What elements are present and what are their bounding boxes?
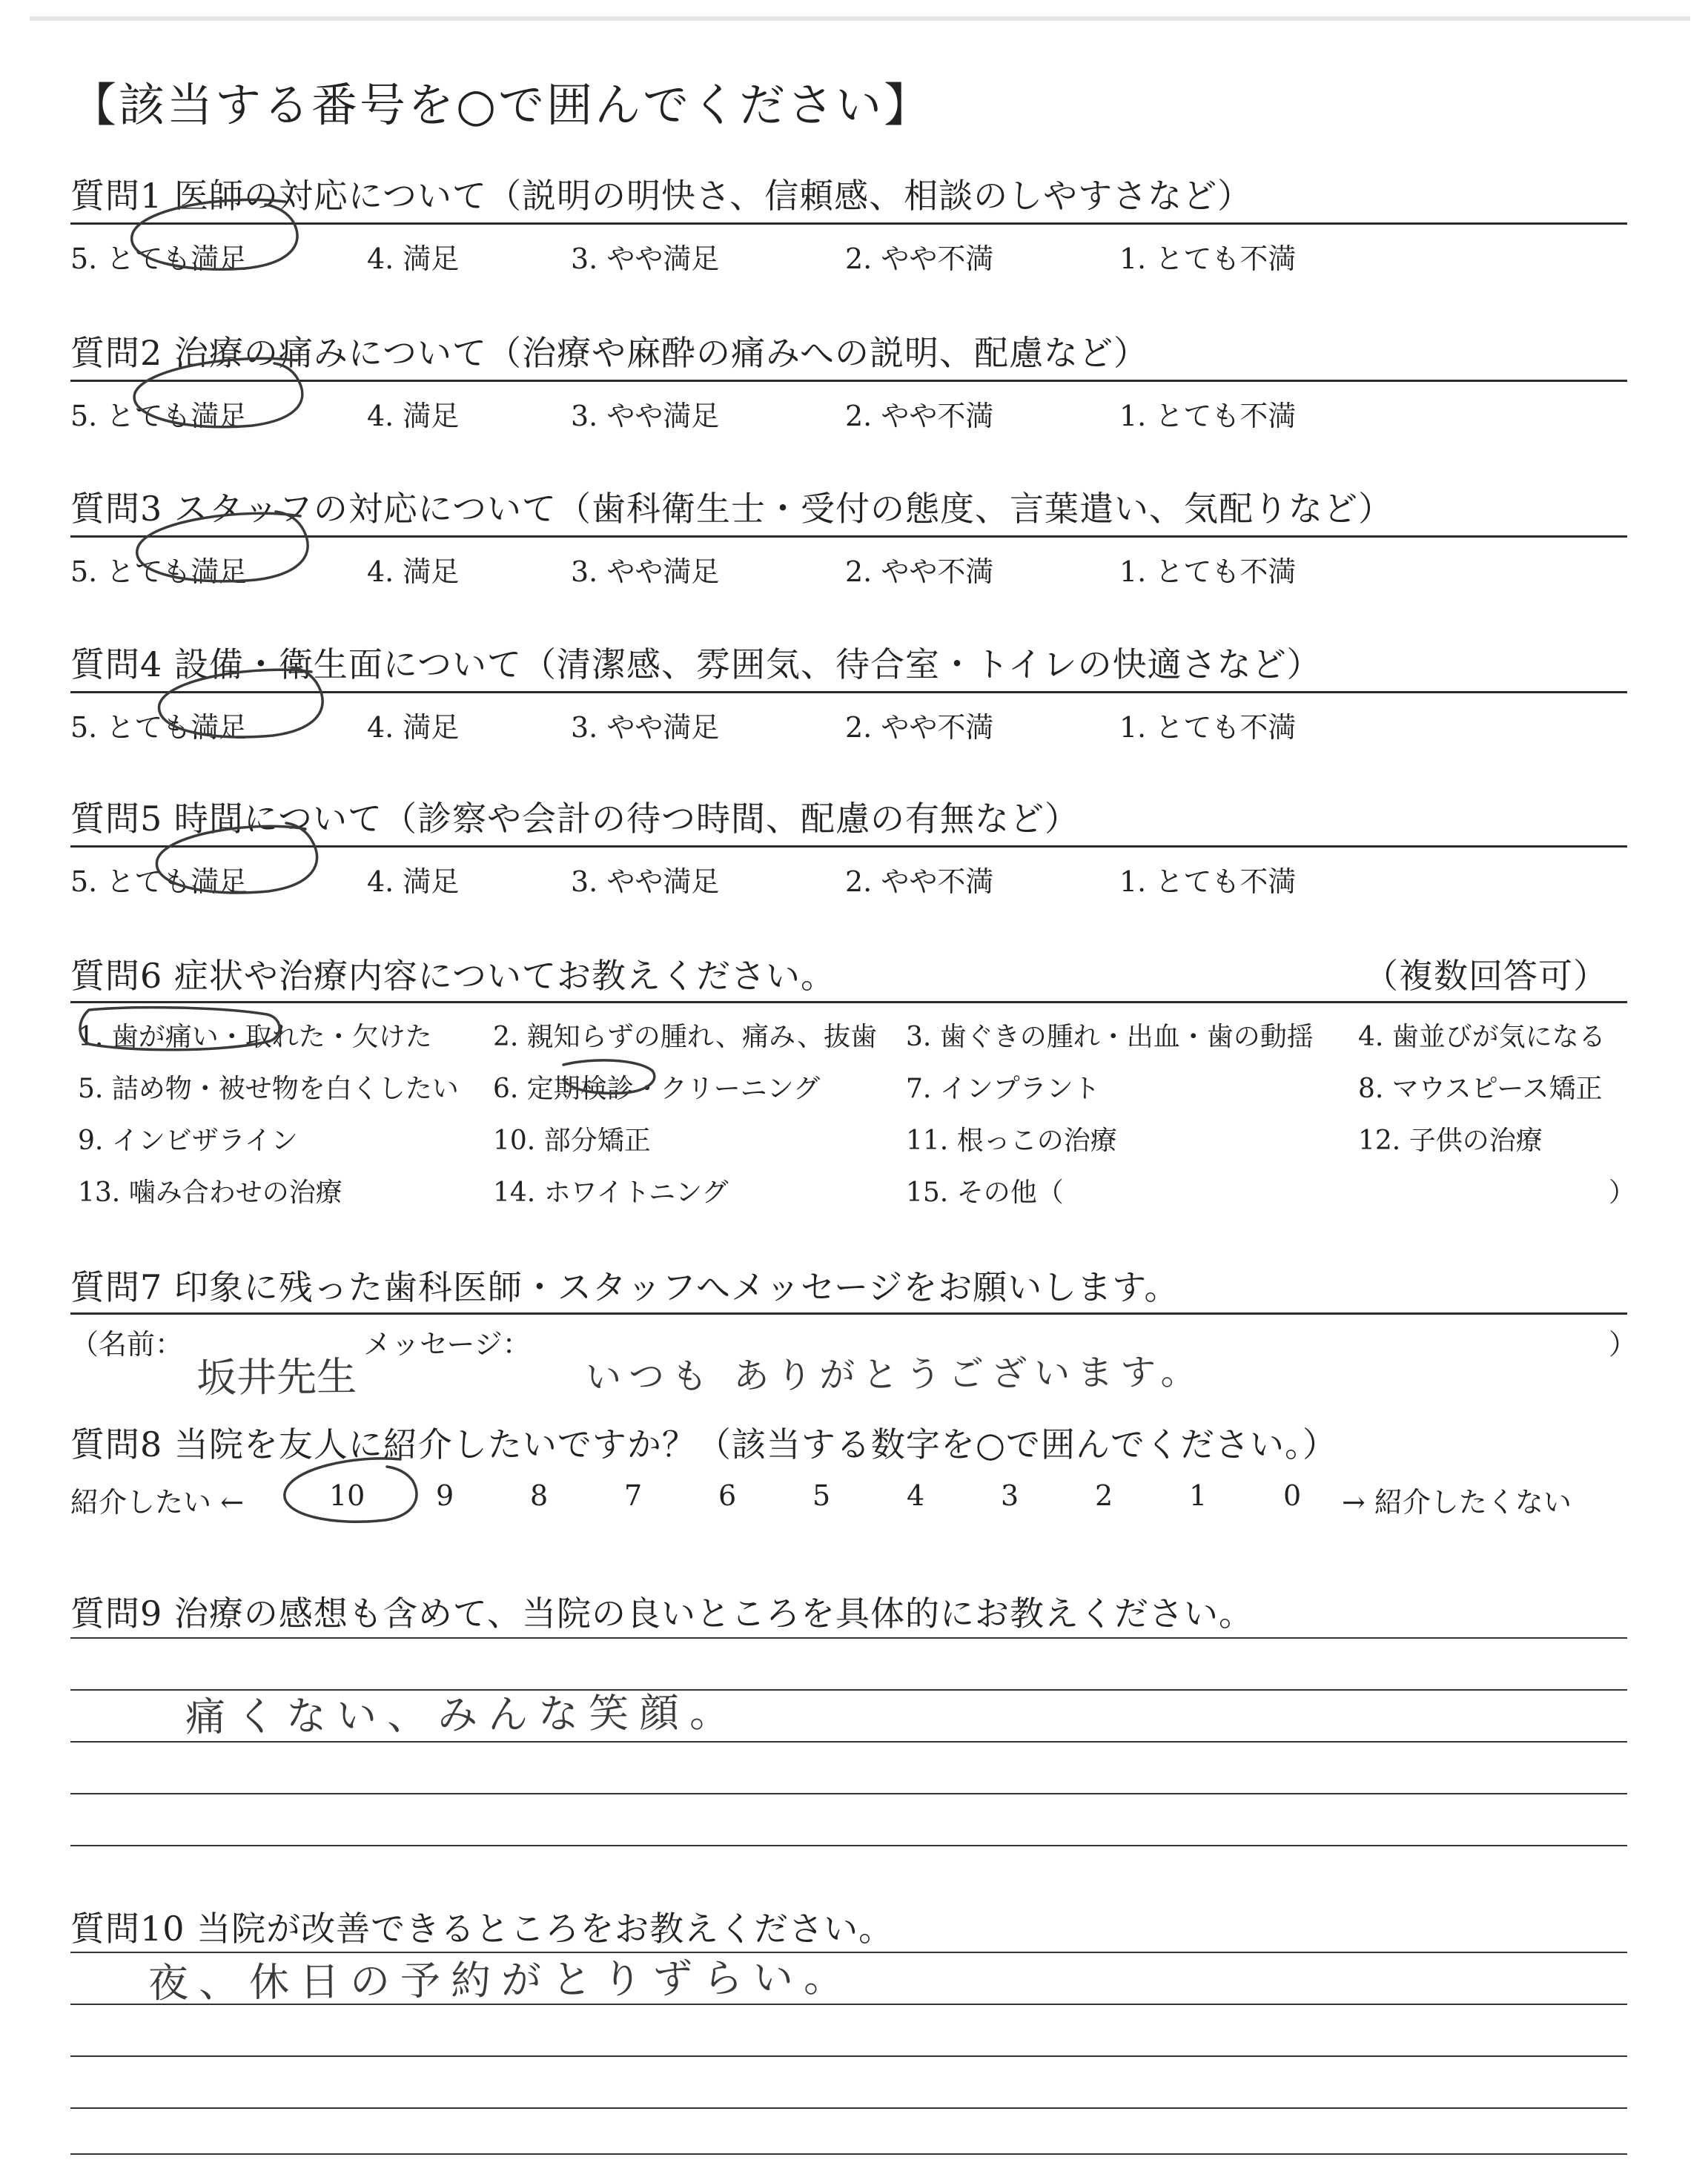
q2-circle-mark — [134, 358, 302, 426]
q2-option-2[interactable]: 2. やや不満 — [845, 400, 994, 432]
q8-left-label: 紹介したい ← — [70, 1486, 244, 1519]
q4-option-5[interactable]: 5. とても満足 — [70, 711, 248, 744]
q1-option-3[interactable]: 3. やや満足 — [571, 242, 720, 275]
q1-option-2[interactable]: 2. やや不満 — [845, 242, 994, 275]
q8-scale-10[interactable]: 10 — [329, 1479, 365, 1512]
q4-option-1[interactable]: 1. とても不満 — [1119, 711, 1297, 744]
q7-heading: 質問7 印象に残った歯科医師・スタッフへメッセージをお願いします。 — [70, 1267, 1179, 1307]
q5-option-1[interactable]: 1. とても不満 — [1119, 865, 1297, 898]
q6-multiple-note: （複数回答可） — [1364, 956, 1608, 996]
q4-option-4[interactable]: 4. 満足 — [367, 711, 460, 744]
q9-heading: 質問9 治療の感想も含めて、当院の良いところを具体的にお教えください。 — [70, 1593, 1254, 1634]
q7-name-handwritten: 坂井先生 — [196, 1353, 357, 1401]
q6-option-14[interactable]: 14. ホワイトニング — [493, 1178, 729, 1208]
q6-option-6[interactable]: 6. 定期検診・クリーニング — [493, 1074, 821, 1104]
q1-option-5[interactable]: 5. とても満足 — [70, 242, 248, 275]
q7-message-handwritten: いつも ありがとうございます。 — [585, 1351, 1204, 1398]
q6-option-5[interactable]: 5. 詰め物・被せ物を白くしたい — [78, 1074, 459, 1104]
q6-heading: 質問6 症状や治療内容についてお教えください。 — [70, 956, 835, 996]
q1-option-4[interactable]: 4. 満足 — [367, 242, 460, 275]
q4-option-2[interactable]: 2. やや不満 — [845, 711, 994, 744]
q6-circle-mark-6 — [563, 1060, 655, 1093]
q2-heading: 質問2 治療の痛みについて（治療や麻酔の痛みへの説明、配慮など） — [70, 333, 1149, 373]
q6-circle-mark-1 — [80, 1008, 279, 1050]
q8-scale-4[interactable]: 4 — [907, 1479, 925, 1512]
q5-option-5[interactable]: 5. とても満足 — [70, 865, 248, 898]
q6-option-9[interactable]: 9. インビザライン — [78, 1126, 298, 1156]
q3-heading: 質問3 スタッフの対応について（歯科衛生士・受付の態度、言葉遣い、気配りなど） — [70, 489, 1393, 529]
q6-option-12[interactable]: 12. 子供の治療 — [1358, 1126, 1543, 1156]
q3-option-3[interactable]: 3. やや満足 — [571, 555, 720, 588]
q8-circle-mark — [285, 1459, 417, 1522]
q8-scale-8[interactable]: 8 — [530, 1479, 549, 1512]
q2-option-4[interactable]: 4. 満足 — [367, 400, 460, 432]
q6-option-11[interactable]: 11. 根っこの治療 — [906, 1126, 1117, 1156]
q8-scale-9[interactable]: 9 — [436, 1479, 454, 1512]
q6-option-10[interactable]: 10. 部分矯正 — [493, 1126, 651, 1156]
q9-answer-handwritten: 痛くない、みんな笑顔。 — [185, 1688, 741, 1741]
q8-scale-1[interactable]: 1 — [1189, 1479, 1208, 1512]
q4-circle-mark — [159, 667, 323, 737]
q3-circle-mark — [137, 512, 308, 581]
form-title: 【該当する番号を○で囲んでください】 — [70, 78, 933, 132]
q6-option-4[interactable]: 4. 歯並びが気になる — [1358, 1022, 1606, 1052]
q6-option-8[interactable]: 8. マウスピース矯正 — [1358, 1074, 1603, 1104]
q5-option-3[interactable]: 3. やや満足 — [571, 865, 720, 898]
q6-option-7[interactable]: 7. インプラント — [906, 1074, 1100, 1104]
q2-option-3[interactable]: 3. やや満足 — [571, 400, 720, 432]
q1-circle-mark — [132, 199, 297, 269]
q4-heading: 質問4 設備・衛生面について（清潔感、雰囲気、待合室・トイレの快適さなど） — [70, 644, 1322, 684]
q3-option-2[interactable]: 2. やや不満 — [845, 555, 994, 588]
q4-option-3[interactable]: 3. やや満足 — [571, 711, 720, 744]
q6-option-3[interactable]: 3. 歯ぐきの腫れ・出血・歯の動揺 — [906, 1022, 1314, 1052]
q8-right-label: → 紹介したくない — [1342, 1486, 1572, 1519]
q2-option-1[interactable]: 1. とても不満 — [1119, 400, 1297, 432]
q8-scale-6[interactable]: 6 — [718, 1479, 737, 1512]
q6-option-15[interactable]: 15. その他（ — [906, 1178, 1064, 1208]
q8-scale-2[interactable]: 2 — [1095, 1479, 1113, 1512]
q5-option-4[interactable]: 4. 満足 — [367, 865, 460, 898]
q6-other-close: ） — [1609, 1178, 1636, 1208]
q8-scale-7[interactable]: 7 — [624, 1479, 643, 1512]
q6-option-1[interactable]: 1. 歯が痛い・取れた・欠けた — [78, 1022, 432, 1052]
q2-option-5[interactable]: 5. とても満足 — [70, 400, 248, 432]
q5-option-2[interactable]: 2. やや不満 — [845, 865, 994, 898]
q1-option-1[interactable]: 1. とても不満 — [1119, 242, 1297, 275]
q10-answer-handwritten: 夜、休日の予約がとりずらい。 — [148, 1953, 855, 2007]
q3-option-1[interactable]: 1. とても不満 — [1119, 555, 1297, 588]
q6-option-2[interactable]: 2. 親知らずの腫れ、痛み、抜歯 — [493, 1022, 878, 1052]
q8-scale-0[interactable]: 0 — [1283, 1479, 1302, 1512]
q7-message-label: メッセージ： — [363, 1328, 531, 1361]
q8-heading: 質問8 当院を友人に紹介したいですか？（該当する数字を○で囲んでください。） — [70, 1424, 1338, 1464]
q7-name-label: （名前： — [70, 1328, 184, 1361]
q6-option-13[interactable]: 13. 噛み合わせの治療 — [78, 1178, 342, 1208]
q3-option-5[interactable]: 5. とても満足 — [70, 555, 248, 588]
q1-heading: 質問1 医師の対応について（説明の明快さ、信頼感、相談のしやすさなど） — [70, 176, 1253, 216]
q3-option-4[interactable]: 4. 満足 — [367, 555, 460, 588]
q8-scale-5[interactable]: 5 — [812, 1479, 831, 1512]
q8-scale-3[interactable]: 3 — [1001, 1479, 1019, 1512]
q5-heading: 質問5 時間について（診察や会計の待つ時間、配慮の有無など） — [70, 799, 1079, 839]
q5-circle-mark — [156, 823, 317, 893]
q10-heading: 質問10 当院が改善できるところをお教えください。 — [70, 1909, 894, 1949]
q7-close: ） — [1609, 1328, 1638, 1361]
